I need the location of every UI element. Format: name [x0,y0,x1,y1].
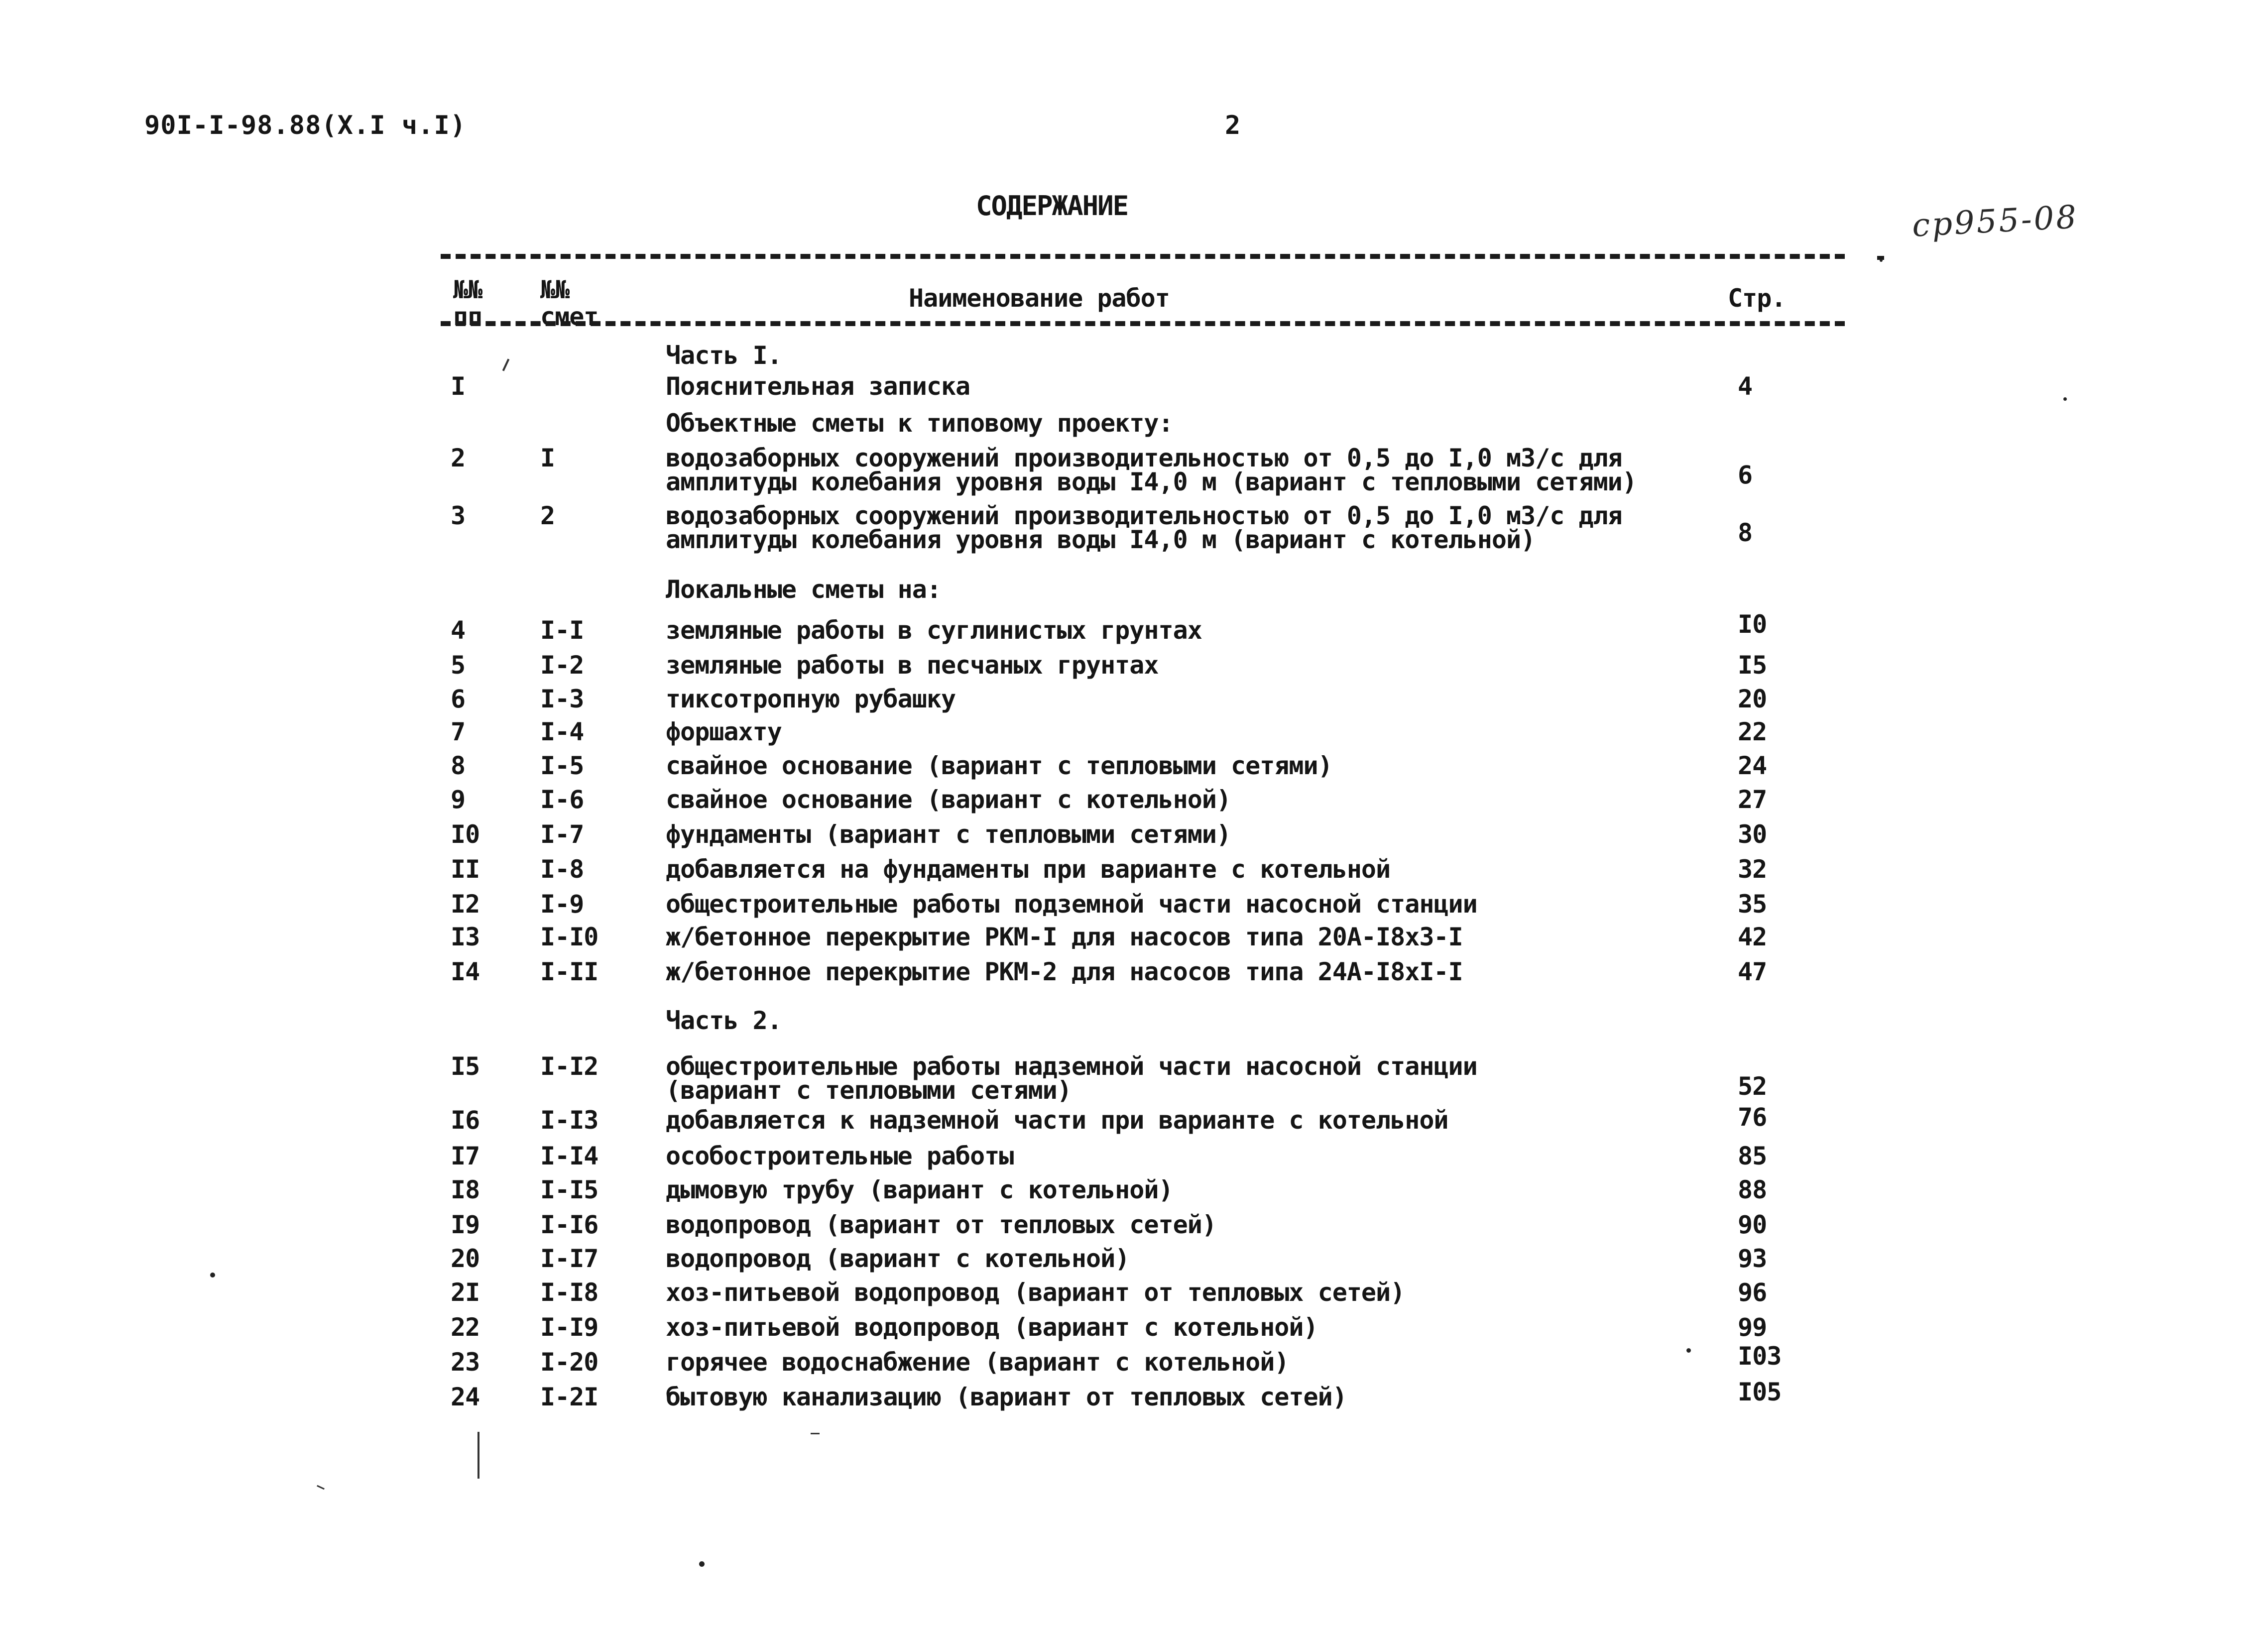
row-page: I03 [1738,1342,1782,1371]
row-page: 8 [1738,518,1753,547]
row-estimate-number: I-I4 [540,1142,598,1170]
row-estimate-number: I-20 [540,1348,598,1377]
row-estimate-number: I-5 [540,751,584,780]
column-header-pp-line2: пп [453,302,482,331]
row-number: 5 [451,651,466,680]
row-name: хоз-питьевой водопровод (вариант от тепловых сетей) [666,1278,1405,1307]
row-estimate-number: I-6 [540,785,584,814]
row-page: 88 [1738,1175,1767,1204]
row-number: I5 [451,1052,480,1081]
row-estimate-number: I-8 [540,855,584,884]
row-name-line2: (вариант с тепловыми сетями) [666,1076,1072,1105]
row-number: 23 [451,1348,480,1377]
row-number: 9 [451,785,466,814]
row-estimate-number: 2 [540,501,555,530]
row-number: 20 [451,1244,480,1273]
row-page: 6 [1738,461,1753,489]
scan-speck [699,1561,705,1567]
row-page: 76 [1738,1103,1767,1132]
row-name: бытовую канализацию (вариант от тепловых сетей) [666,1383,1347,1411]
column-header-page: Стр. [1728,284,1786,313]
row-page: 96 [1738,1278,1767,1307]
row-number: 7 [451,717,466,746]
row-name [666,446,1637,494]
row-number: I7 [451,1142,480,1170]
row-name: ж/бетонное перекрытие РКМ-2 для насосов типа 24А-I8хI-I [666,957,1463,986]
row-estimate-number: I-I5 [540,1175,598,1204]
row-estimate-number: I [540,444,555,472]
row-number: 2 [451,444,466,472]
row-name: форшахту [666,717,782,746]
row-number: 6 [451,685,466,713]
row-name: хоз-питьевой водопровод (вариант с котельной) [666,1313,1318,1342]
row-name-line1: общестроительные работы надземной части насосной станции [666,1052,1477,1081]
row-page: 99 [1738,1313,1767,1342]
row-name: дымовую трубу (вариант с котельной) [666,1175,1173,1204]
row-number: I6 [451,1106,480,1135]
row-estimate-number: I-4 [540,717,584,746]
page-number: 2 [1225,111,1241,140]
document-code: 90I-I-98.88(X.I ч.I) [144,111,467,140]
row-number: I3 [451,923,480,951]
row-name: особостроительные работы [666,1142,1014,1170]
row-name: общестроительные работы подземной части насосной станции [666,890,1477,919]
row-number: I9 [451,1210,480,1239]
row-page: 47 [1738,957,1767,986]
row-number: II [451,855,480,884]
row-name: ж/бетонное перекрытие РКМ-I для насосов типа 20А-I8х3-I [666,923,1463,951]
row-name: свайное основание (вариант с тепловыми сетями) [666,751,1332,780]
row-name [666,1052,1477,1105]
row-page: 4 [1738,372,1753,401]
row-page: 52 [1738,1072,1767,1101]
row-estimate-number: I-II [540,957,598,986]
row-name: добавляется к надземной части при варианте с котельной [666,1106,1448,1135]
row-page: 27 [1738,785,1767,814]
row-name [666,501,1622,554]
row-estimate-number: I-I [540,616,584,645]
row-number: 24 [451,1383,480,1411]
row-name: свайное основание (вариант с котельной) [666,785,1231,814]
scan-speck [2063,397,2067,401]
row-name: земляные работы в суглинистых грунтах [666,616,1202,645]
row-estimate-number: I-7 [540,820,584,849]
row-estimate-number: I-I8 [540,1278,598,1307]
row-number: 8 [451,751,466,780]
row-name: водопровод (вариант от тепловых сетей) [666,1210,1216,1239]
row-name: Локальные сметы на: [666,575,941,604]
handwritten-code: ср955-08 [1911,199,2079,244]
page-title: СОДЕРЖАНИЕ [976,190,1128,222]
row-page: 42 [1738,923,1767,951]
row-name: водопровод (вариант с котельной) [666,1244,1130,1273]
row-estimate-number: I-I0 [540,923,598,951]
row-page: 24 [1738,751,1767,780]
column-header-smet-line2: смет [540,302,598,331]
row-number: I [451,372,466,401]
row-name: добавляется на фундаменты при варианте с котельной [666,855,1391,884]
row-name-line1: водозаборных сооружений производительностью от 0,5 до I,0 м3/с для [666,444,1622,472]
row-page: 30 [1738,820,1767,849]
scan-speck [210,1273,215,1278]
row-estimate-number: I-2 [540,651,584,680]
table-top-rule [441,254,1845,259]
row-page: 85 [1738,1142,1767,1170]
row-estimate-number: I-I9 [540,1313,598,1342]
row-estimate-number: I-I7 [540,1244,598,1273]
row-number: I4 [451,957,480,986]
row-number: I2 [451,890,480,919]
margin-mark [502,358,510,371]
row-estimate-number: I-I3 [540,1106,598,1135]
row-page: I0 [1738,610,1767,639]
row-name-line1: водозаборных сооружений производительностью от 0,5 до I,0 м3/с для [666,501,1622,530]
row-estimate-number: I-I6 [540,1210,598,1239]
row-number: 3 [451,501,466,530]
row-page: 35 [1738,890,1767,919]
column-header-name: Наименование работ [909,284,1170,313]
row-page: 20 [1738,685,1767,713]
margin-mark [317,1485,325,1490]
row-number: 4 [451,616,466,645]
row-name: фундаменты (вариант с тепловыми сетями) [666,820,1231,849]
row-number: I8 [451,1175,480,1204]
row-page: I05 [1738,1378,1782,1406]
row-name: земляные работы в песчаных грунтах [666,651,1159,680]
row-estimate-number: I-2I [540,1383,598,1411]
row-page: 93 [1738,1244,1767,1273]
row-name: горячее водоснабжение (вариант с котельной) [666,1348,1289,1377]
scan-speck [1686,1348,1691,1353]
row-number: I0 [451,820,480,849]
row-name: тиксотропную рубашку [666,685,956,713]
row-estimate-number: I-3 [540,685,584,713]
row-page: 32 [1738,855,1767,884]
row-name: Пояснительная записка [666,372,970,401]
row-number: 2I [451,1278,480,1307]
margin-mark [811,1433,820,1434]
row-name: Часть 2. [666,1006,782,1035]
row-estimate-number: I-I2 [540,1052,598,1081]
margin-mark [477,1432,479,1479]
column-header-smet-line1: №№ [540,275,570,304]
row-name: Часть I. [666,341,782,370]
row-name-line2: амплитуды колебания уровня воды I4,0 м (вариант с котельной) [666,525,1536,554]
row-name-line2: амплитуды колебания уровня воды I4,0 м (вариант с тепловыми сетями) [666,467,1637,496]
row-name: Объектные сметы к типовому проекту: [666,409,1173,438]
column-header-pp-line1: №№ [453,275,482,304]
row-estimate-number: I-9 [540,890,584,919]
row-number: 22 [451,1313,480,1342]
scan-speck [1880,259,1883,262]
row-page: I5 [1738,651,1767,680]
row-page: 22 [1738,717,1767,746]
row-page: 90 [1738,1210,1767,1239]
table-header-rule [441,321,1845,326]
